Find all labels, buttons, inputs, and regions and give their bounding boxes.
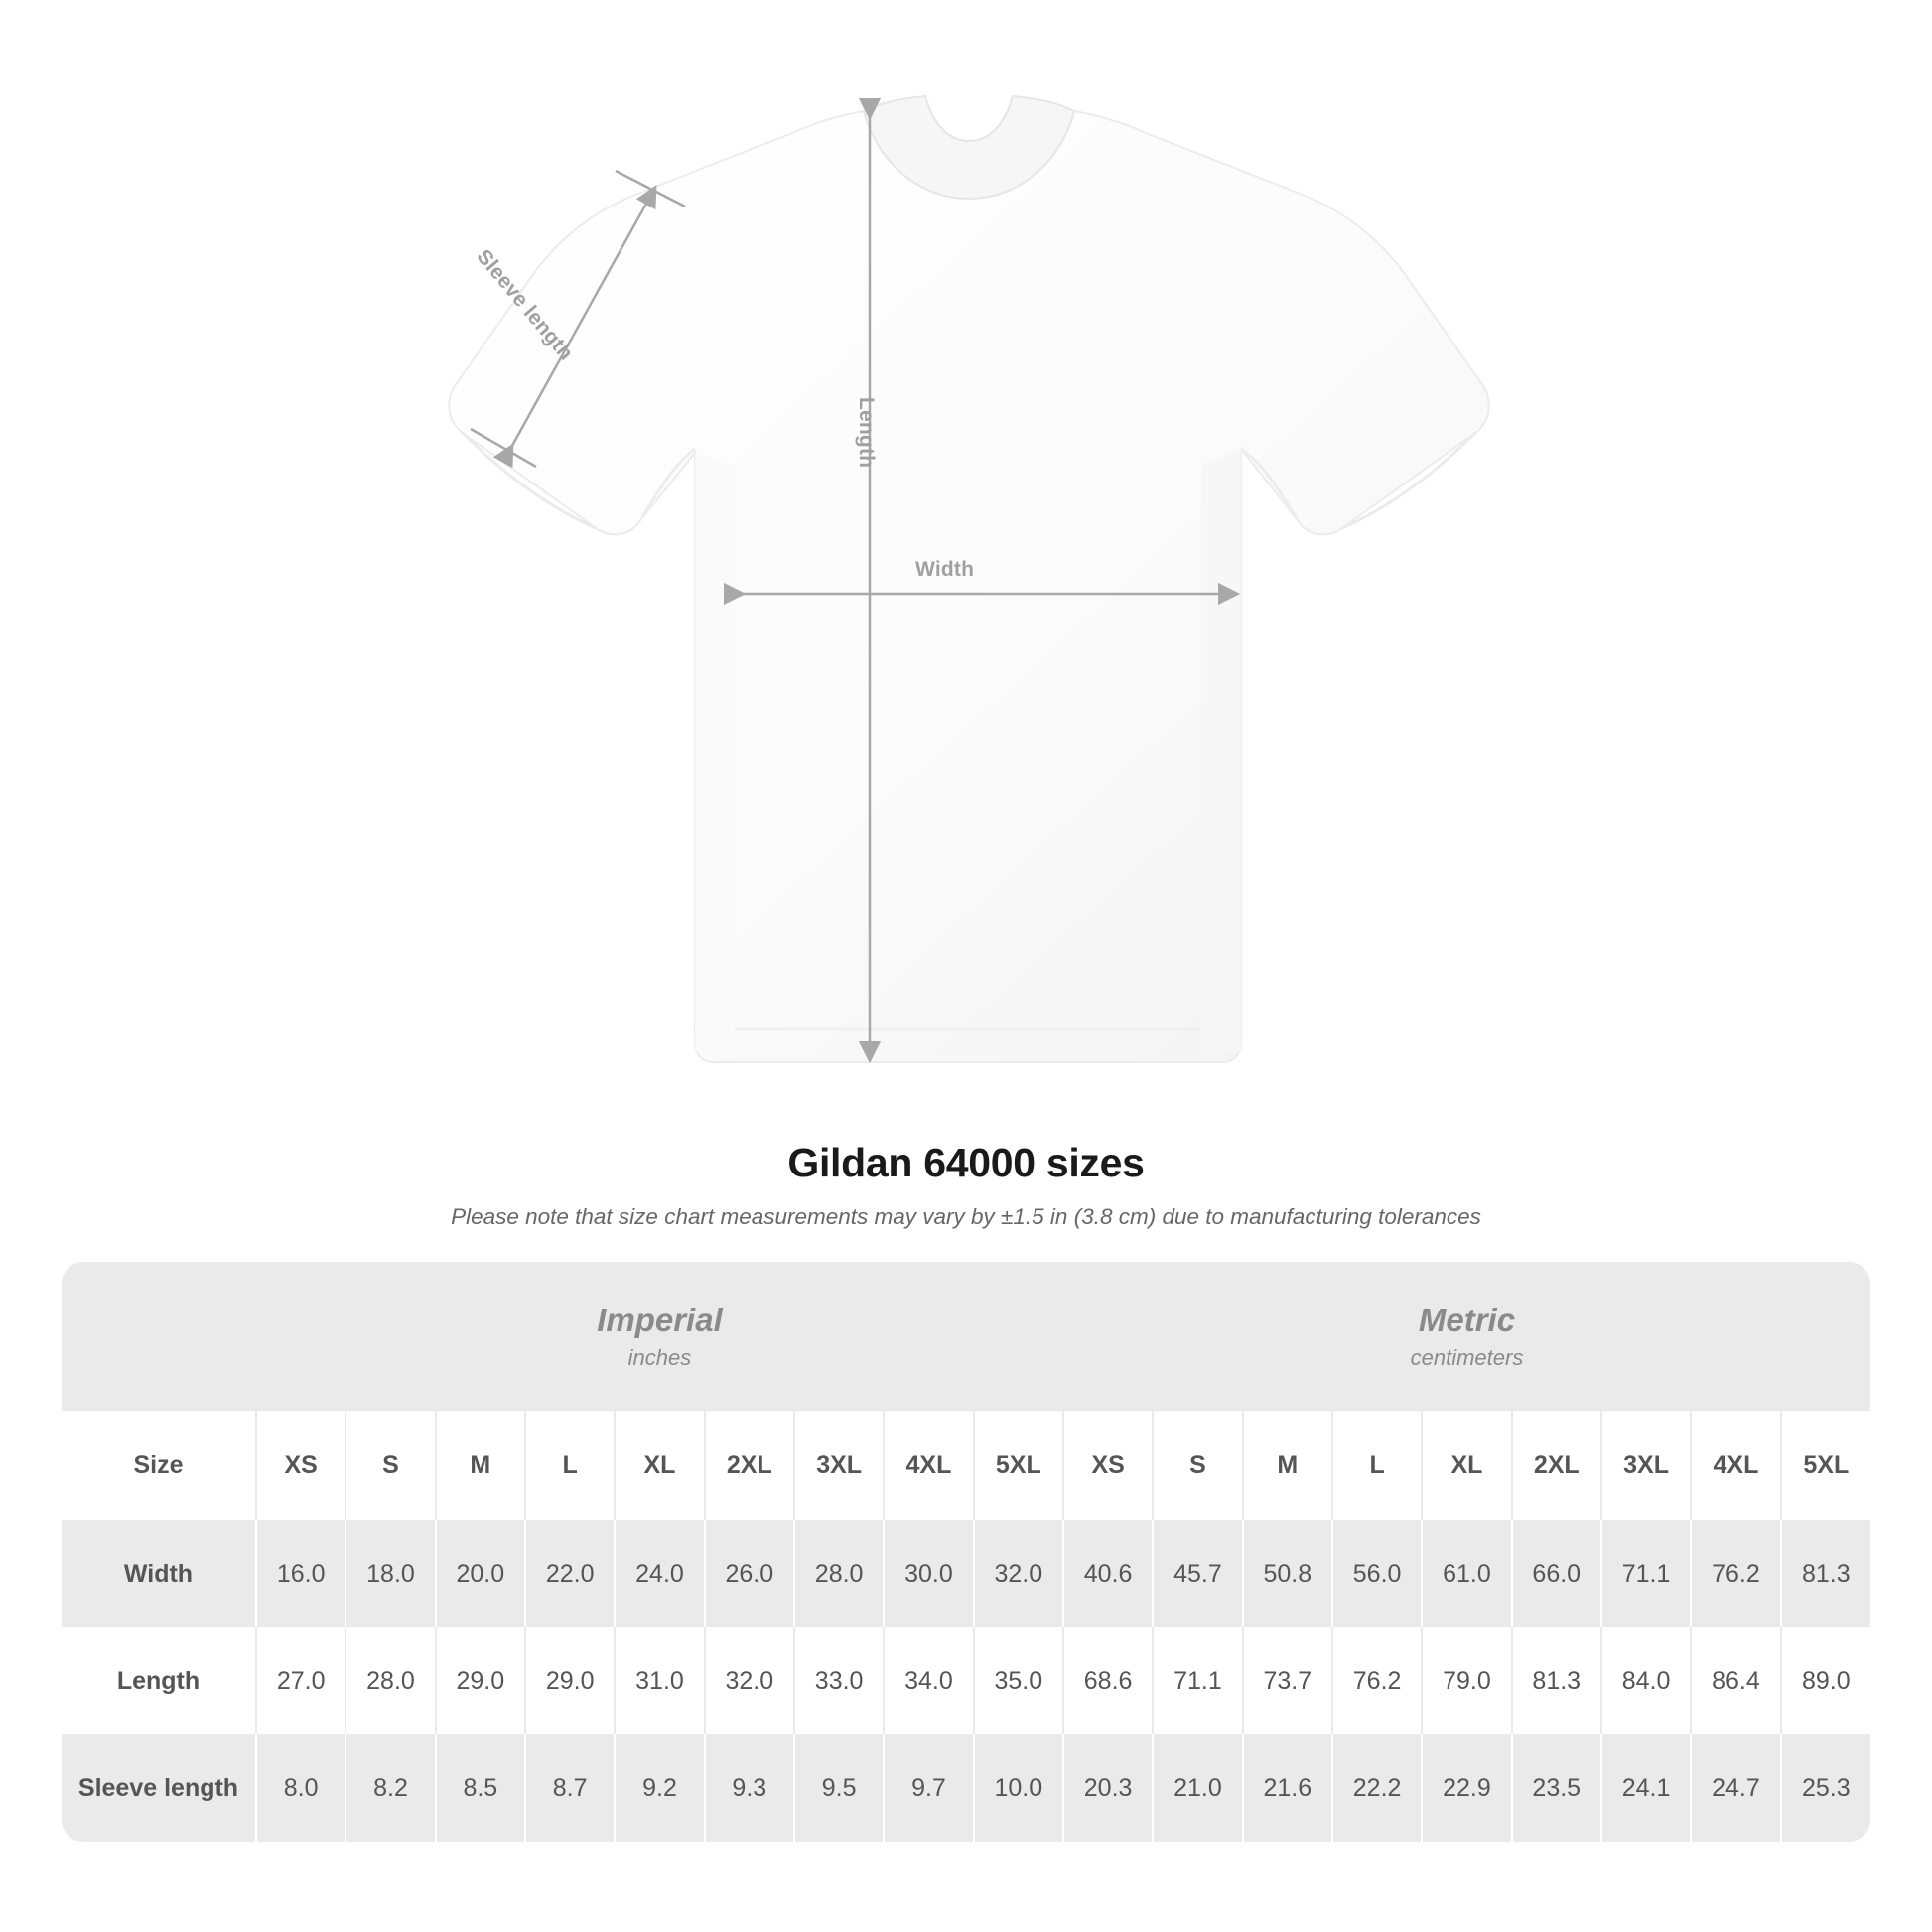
- size-col-s-imperial: S: [345, 1411, 435, 1520]
- cell-length-4: 31.0: [615, 1627, 704, 1734]
- size-col-2xl-imperial: 2XL: [705, 1411, 794, 1520]
- cell-sleeve-11: 21.6: [1243, 1734, 1332, 1842]
- cell-length-13: 79.0: [1422, 1627, 1511, 1734]
- cell-width-7: 30.0: [884, 1520, 973, 1627]
- size-col-m-imperial: M: [436, 1411, 525, 1520]
- row-label-length: Length: [62, 1627, 256, 1734]
- cell-sleeve-2: 8.5: [436, 1734, 525, 1842]
- cell-width-12: 56.0: [1332, 1520, 1422, 1627]
- cell-length-0: 27.0: [256, 1627, 345, 1734]
- cell-width-16: 76.2: [1691, 1520, 1780, 1627]
- cell-length-16: 86.4: [1691, 1627, 1780, 1734]
- cell-sleeve-10: 21.0: [1153, 1734, 1242, 1842]
- cell-length-1: 28.0: [345, 1627, 435, 1734]
- tolerance-note: Please note that size chart measurements may vary by ±1.5 in (3.8 cm) due to manufacturing tolerances: [451, 1204, 1481, 1229]
- cell-sleeve-15: 24.1: [1601, 1734, 1691, 1842]
- cell-sleeve-3: 8.7: [525, 1734, 615, 1842]
- size-col-xl-metric: XL: [1422, 1411, 1511, 1520]
- row-label-width: Width: [62, 1520, 256, 1627]
- cell-width-9: 40.6: [1063, 1520, 1153, 1627]
- unit-imperial-name: Imperial: [597, 1302, 723, 1339]
- size-col-xs-imperial: XS: [256, 1411, 345, 1520]
- unit-metric-name: Metric: [1418, 1302, 1516, 1339]
- cell-sleeve-6: 9.5: [794, 1734, 884, 1842]
- cell-length-7: 34.0: [884, 1627, 973, 1734]
- size-table: [62, 1262, 1870, 1842]
- cell-sleeve-1: 8.2: [345, 1734, 435, 1842]
- cell-length-17: 89.0: [1781, 1627, 1870, 1734]
- unit-imperial-sub: inches: [627, 1344, 692, 1370]
- size-table-wrapper: [62, 1262, 1870, 1842]
- cell-width-3: 22.0: [525, 1520, 615, 1627]
- cell-sleeve-9: 20.3: [1063, 1734, 1153, 1842]
- unit-metric-sub: centimeters: [1410, 1344, 1524, 1370]
- cell-width-17: 81.3: [1781, 1520, 1870, 1627]
- row-label-sleeve-length: Sleeve length: [62, 1734, 256, 1842]
- size-col-4xl-metric: 4XL: [1691, 1411, 1780, 1520]
- cell-length-9: 68.6: [1063, 1627, 1153, 1734]
- unit-imperial: [256, 1262, 1063, 1411]
- table-row-length: [62, 1627, 1870, 1734]
- size-col-l-metric: L: [1332, 1411, 1422, 1520]
- cell-sleeve-12: 22.2: [1332, 1734, 1422, 1842]
- size-col-5xl-imperial: 5XL: [974, 1411, 1063, 1520]
- cell-width-6: 28.0: [794, 1520, 884, 1627]
- size-col-xl-imperial: XL: [615, 1411, 704, 1520]
- cell-sleeve-14: 23.5: [1512, 1734, 1601, 1842]
- size-col-4xl-imperial: 4XL: [884, 1411, 973, 1520]
- unit-header-row: [62, 1262, 1870, 1411]
- cell-sleeve-16: 24.7: [1691, 1734, 1780, 1842]
- cell-length-2: 29.0: [436, 1627, 525, 1734]
- cell-length-10: 71.1: [1153, 1627, 1242, 1734]
- size-header-label: Size: [62, 1411, 256, 1520]
- cell-width-11: 50.8: [1243, 1520, 1332, 1627]
- cell-sleeve-0: 8.0: [256, 1734, 345, 1842]
- cell-width-10: 45.7: [1153, 1520, 1242, 1627]
- cell-length-15: 84.0: [1601, 1627, 1691, 1734]
- size-col-2xl-metric: 2XL: [1512, 1411, 1601, 1520]
- cell-length-12: 76.2: [1332, 1627, 1422, 1734]
- table-row-width: [62, 1520, 1870, 1627]
- page-title: Gildan 64000 sizes: [787, 1140, 1145, 1185]
- cell-sleeve-8: 10.0: [974, 1734, 1063, 1842]
- cell-sleeve-7: 9.7: [884, 1734, 973, 1842]
- cell-sleeve-5: 9.3: [705, 1734, 794, 1842]
- cell-length-14: 81.3: [1512, 1627, 1601, 1734]
- cell-width-1: 18.0: [345, 1520, 435, 1627]
- cell-sleeve-4: 9.2: [615, 1734, 704, 1842]
- cell-sleeve-13: 22.9: [1422, 1734, 1511, 1842]
- cell-width-13: 61.0: [1422, 1520, 1511, 1627]
- cell-width-2: 20.0: [436, 1520, 525, 1627]
- cell-length-8: 35.0: [974, 1627, 1063, 1734]
- size-header-row: [62, 1411, 1870, 1520]
- unit-metric: [1063, 1262, 1870, 1411]
- cell-length-5: 32.0: [705, 1627, 794, 1734]
- size-col-3xl-imperial: 3XL: [794, 1411, 884, 1520]
- cell-sleeve-17: 25.3: [1781, 1734, 1870, 1842]
- cell-width-4: 24.0: [615, 1520, 704, 1627]
- cell-width-5: 26.0: [705, 1520, 794, 1627]
- cell-length-3: 29.0: [525, 1627, 615, 1734]
- cell-width-8: 32.0: [974, 1520, 1063, 1627]
- unit-row-spacer: [62, 1262, 256, 1411]
- size-col-s-metric: S: [1153, 1411, 1242, 1520]
- table-row-sleeve-length: [62, 1734, 1870, 1842]
- cell-length-11: 73.7: [1243, 1627, 1332, 1734]
- size-col-xs-metric: XS: [1063, 1411, 1153, 1520]
- length-dimension-label: Length: [855, 397, 878, 469]
- size-col-3xl-metric: 3XL: [1601, 1411, 1691, 1520]
- width-dimension-label: Width: [915, 558, 975, 581]
- title-block: [0, 1140, 1932, 1230]
- cell-width-0: 16.0: [256, 1520, 345, 1627]
- sleeve-length-dimension-label: Sleeve length: [472, 245, 578, 365]
- cell-width-15: 71.1: [1601, 1520, 1691, 1627]
- cell-width-14: 66.0: [1512, 1520, 1601, 1627]
- cell-length-6: 33.0: [794, 1627, 884, 1734]
- size-col-5xl-metric: 5XL: [1781, 1411, 1870, 1520]
- size-col-l-imperial: L: [525, 1411, 615, 1520]
- size-col-m-metric: M: [1243, 1411, 1332, 1520]
